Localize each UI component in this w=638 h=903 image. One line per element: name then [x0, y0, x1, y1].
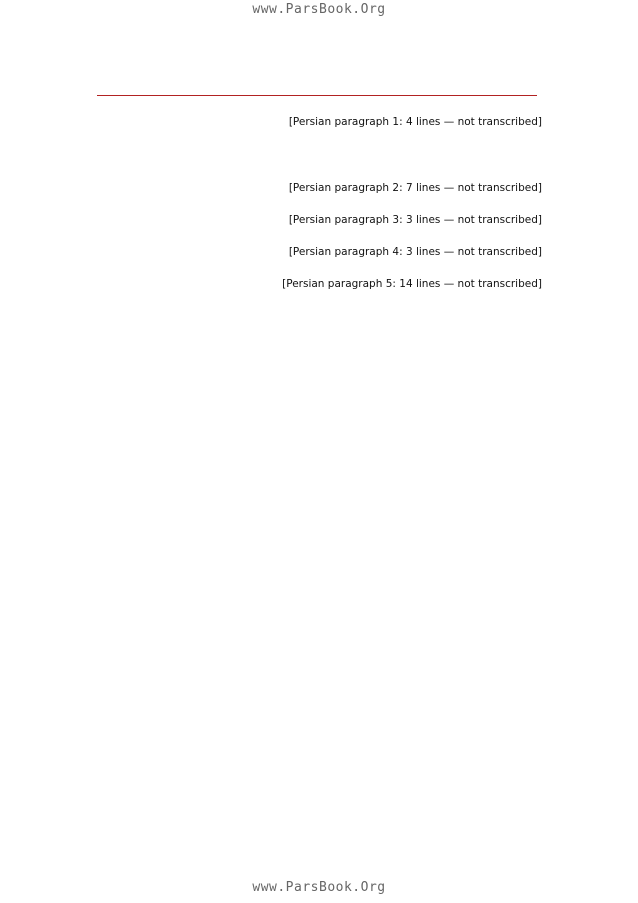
paragraph-1: [Persian paragraph 1: 4 lines — not transcribed]	[288, 116, 542, 128]
paragraph-4: [Persian paragraph 4: 3 lines — not transcribed]	[288, 246, 542, 258]
header-rule	[97, 95, 537, 96]
paragraph-2: [Persian paragraph 2: 7 lines — not transcribed]	[288, 182, 542, 194]
footer-watermark: www.ParsBook.Org	[252, 880, 386, 895]
paragraph-3: [Persian paragraph 3: 3 lines — not transcribed]	[288, 214, 542, 226]
header-watermark: www.ParsBook.Org	[252, 2, 386, 17]
page-body	[96, 112, 542, 306]
paragraph-5: [Persian paragraph 5: 14 lines — not transcribed]	[282, 278, 542, 290]
